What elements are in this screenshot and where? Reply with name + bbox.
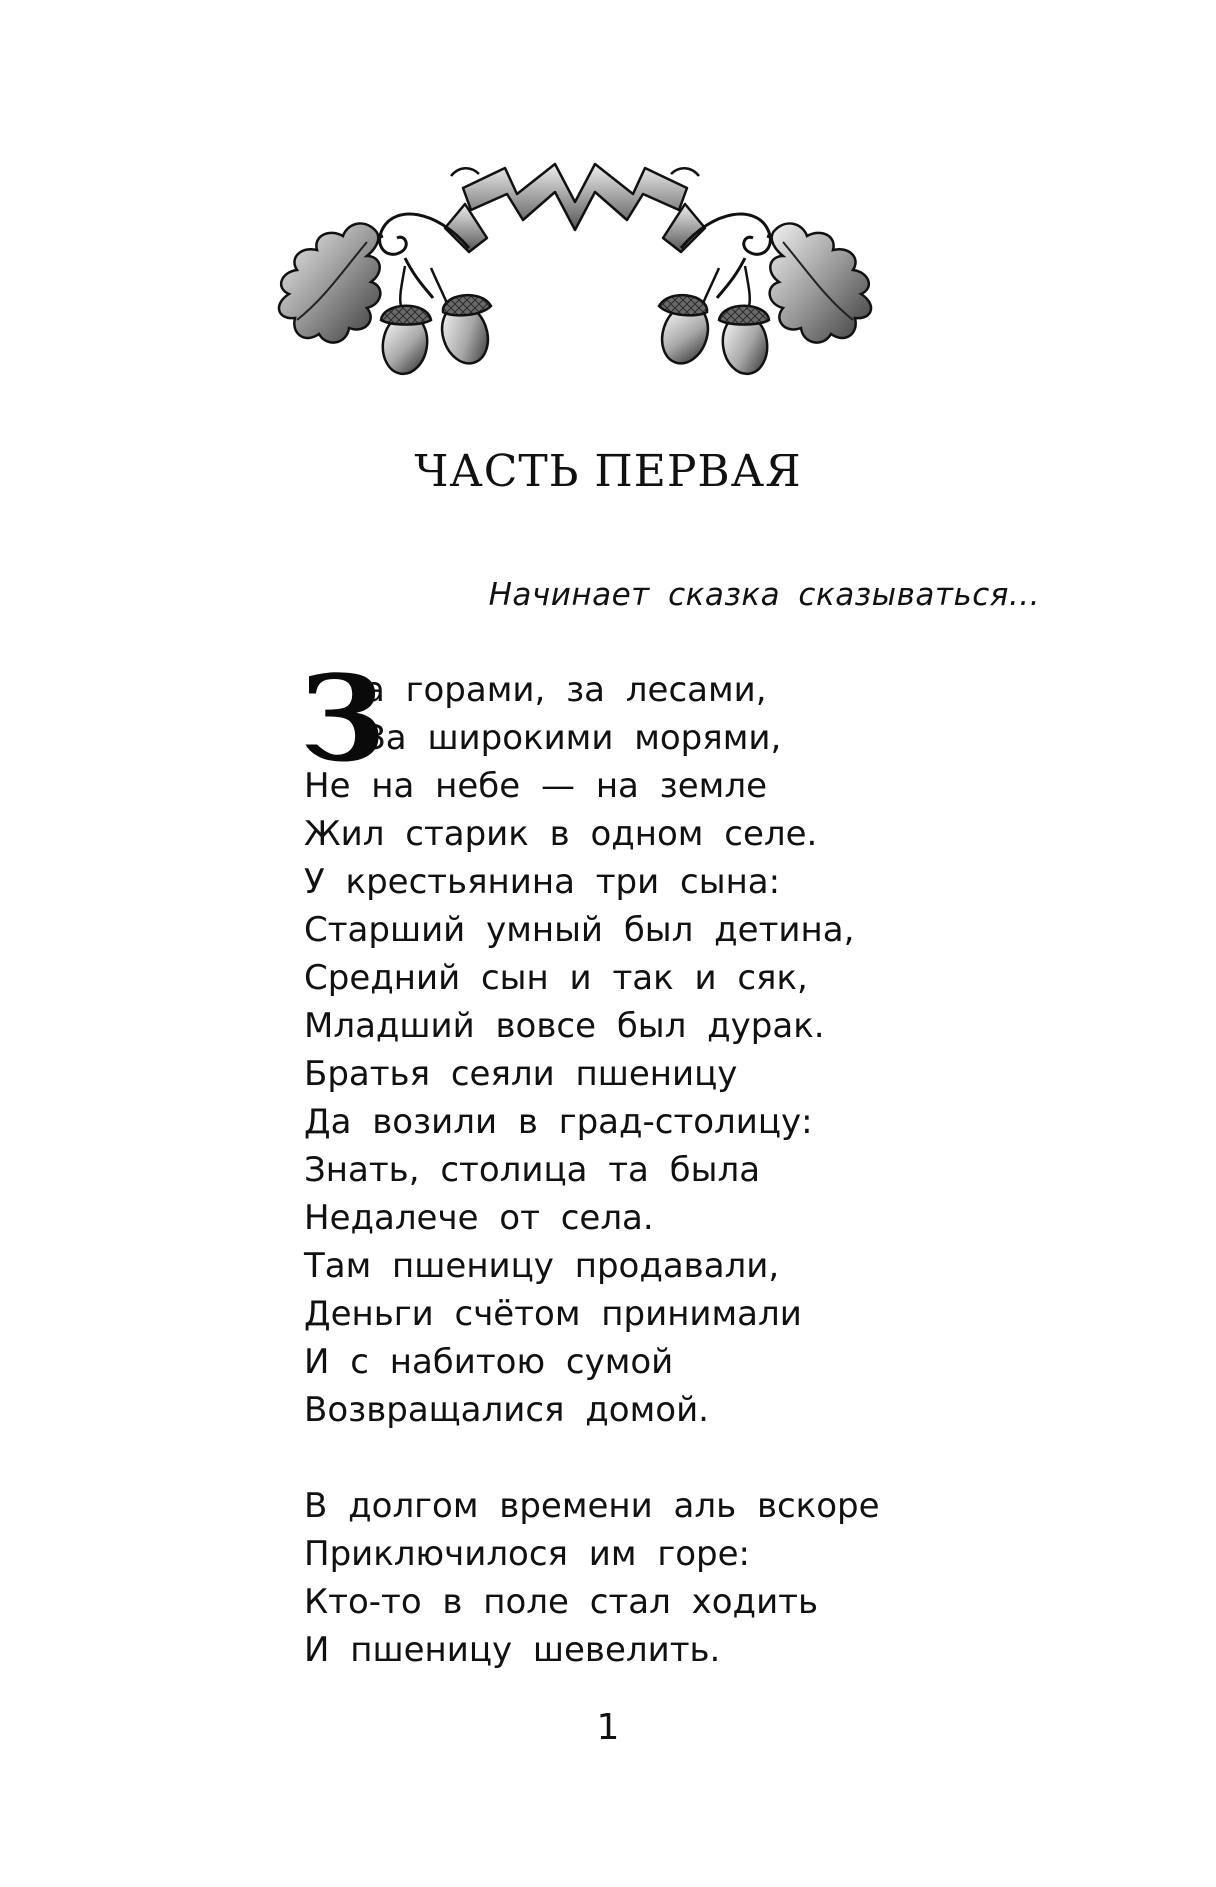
verse-line: а горами, за лесами, — [364, 670, 767, 710]
page-number: 1 — [596, 1707, 620, 1748]
verse-line: Средний сын и так и сяк, — [304, 958, 808, 998]
verse-line: Не на небе — на земле — [304, 766, 767, 806]
stanza-2 — [304, 1482, 944, 1674]
stanza-1 — [304, 666, 944, 1434]
verse-line: Деньги счётом принимали — [304, 1294, 802, 1334]
verse-line: И пшеницу шевелить. — [304, 1630, 721, 1670]
verse-line: Знать, столица та была — [304, 1150, 761, 1190]
verse-line: Младший вовсе был дурак. — [304, 1006, 825, 1046]
epigraph: Начинает сказка сказываться... — [488, 577, 1040, 613]
oak-acorn-ornament — [255, 148, 895, 378]
verse-line: За широкими морями, — [364, 718, 782, 758]
left-oak-leaf — [279, 223, 380, 342]
poem-text — [300, 649, 944, 1674]
verse-line: Жил старик в одном селе. — [304, 814, 818, 854]
verse-line: Там пшеницу продавали, — [304, 1246, 780, 1286]
drop-cap: З — [300, 649, 386, 788]
left-acorns — [379, 266, 495, 377]
right-oak-leaf — [770, 223, 871, 342]
verse-line: Кто-то в поле стал ходить — [304, 1582, 819, 1622]
verse-line: Недалече от села. — [304, 1198, 654, 1238]
right-acorns — [655, 266, 771, 377]
verse-line: У крестьянина три сына: — [304, 862, 781, 902]
verse-line: Приключилося им горе: — [304, 1534, 750, 1574]
part-title: ЧАСТЬ ПЕРВАЯ — [414, 446, 802, 497]
verse-line: И с набитою сумой — [304, 1342, 674, 1382]
verse-line: Братья сеяли пшеницу — [304, 1054, 738, 1094]
verse-line: Старший умный был детина, — [304, 910, 855, 950]
verse-line: Возвращалися домой. — [304, 1390, 709, 1430]
verse-line: В долгом времени аль вскоре — [304, 1486, 880, 1526]
verse-line: Да возили в град-столицу: — [304, 1102, 813, 1142]
ribbon-crown — [445, 164, 705, 252]
